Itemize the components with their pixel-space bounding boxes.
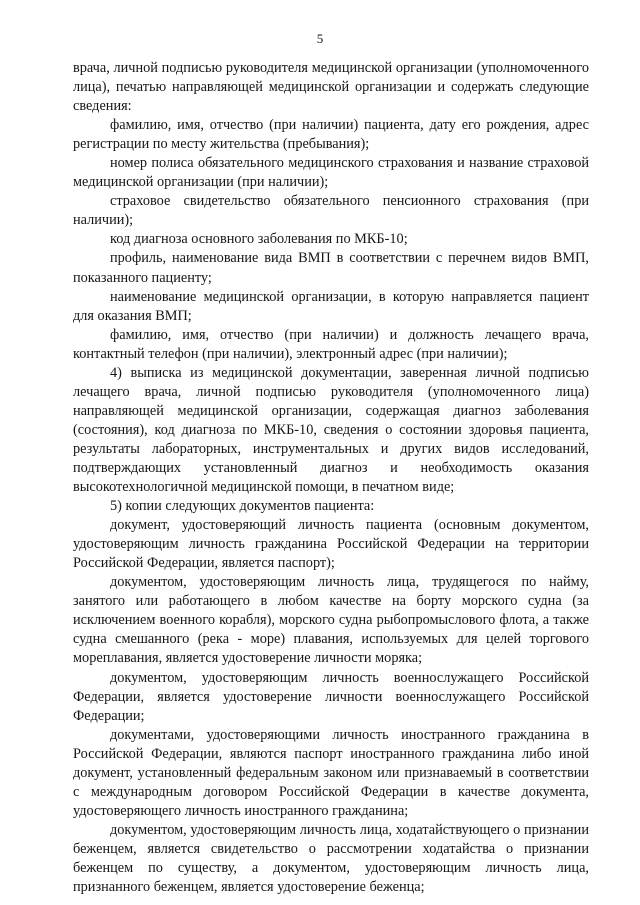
paragraph: 5) копии следующих документов пациента: (110, 498, 375, 515)
paragraph: 4) выписка из медицинской документации, заверенная личной подписью лечащего врача, личной подписью руководителя (уполномоченного лица) направляющей медицинской организации, содержащая диагноз заболевания (состояния), код диагноза по МКБ-10, сведения о состоянии здоровья пациента, результаты лабораторных, инструментальных и других видов исследований, подтверждающих установленный диагноз и необходимость оказания высокотехнологичной медицинской помощи, в печатном виде; (73, 364, 589, 496)
paragraph: документами, удостоверяющими личность иностранного гражданина в Российской Федерации, являются паспорт иностранного гражданина либо иной документ, установленный федеральным законом или признаваемый в соответствии с международным договором Российской Федерации в качестве документа, удостоверяющего личность иностранного гражданина; (73, 726, 589, 819)
paragraph: страховое свидетельство обязательного пенсионного страхования (при наличии); (73, 193, 589, 229)
paragraph: врача, личной подписью руководителя медицинской организации (уполномоченного лица), печатью направляющей медицинской организации и содержать следующие сведения: (73, 60, 589, 115)
paragraph: профиль, наименование вида ВМП в соответствии с перечнем видов ВМП, показанного пациенту; (73, 250, 589, 286)
paragraph: документом, удостоверяющим личность лица, трудящегося по найму, занятого или работающего в любом качестве на борту морского судна (за исключением военного корабля), морского судна рыбопромыслового флота, а также судна смешанного (река - море) плавания, используемых для целей торгового мореплавания, является удостоверение личности моряка; (73, 574, 589, 667)
paragraph: наименование медицинской организации, в которую направляется пациент для оказания ВМП; (73, 288, 589, 324)
paragraph: код диагноза основного заболевания по МКБ-10; (110, 231, 408, 248)
page-number: 5 (316, 31, 324, 46)
paragraph: фамилию, имя, отчество (при наличии) и должность лечащего врача, контактный телефон (при наличии), электронный адрес (при наличии); (73, 326, 589, 362)
document-body (73, 59, 589, 897)
paragraph: номер полиса обязательного медицинского страхования и название страховой медицинской организации (при наличии); (73, 155, 589, 191)
paragraph: документ, удостоверяющий личность пациента (основным документом, удостоверяющим личность гражданина Российской Федерации на территории Российской Федерации, является паспорт); (73, 517, 589, 572)
paragraph: документом, удостоверяющим личность лица, ходатайствующего о признании беженцем, является свидетельство о рассмотрении ходатайства о признании беженцем по существу, а документом, удостоверяющим личность лица, признанного беженцем, является удостоверение беженца; (73, 821, 589, 896)
paragraph: документом, удостоверяющим личность военнослужащего Российской Федерации, является удостоверение личности военнослужащего Российской Федерации; (73, 669, 589, 724)
paragraph: фамилию, имя, отчество (при наличии) пациента, дату его рождения, адрес регистрации по месту жительства (пребывания); (73, 117, 589, 153)
